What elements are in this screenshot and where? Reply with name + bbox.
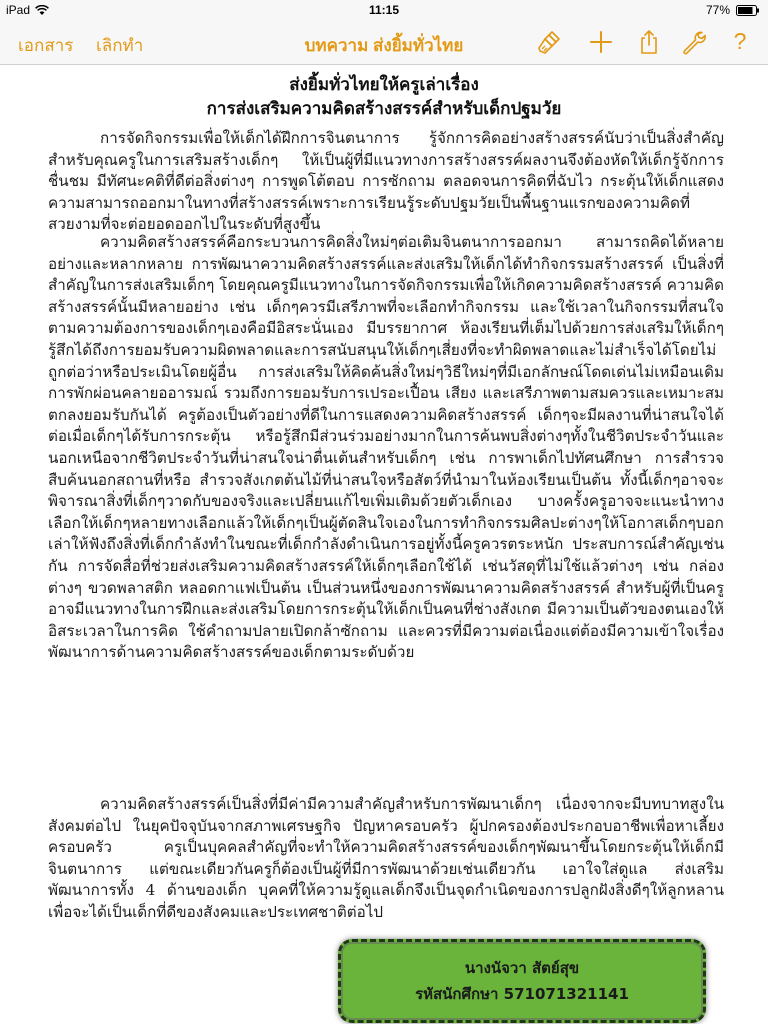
wrench-icon[interactable] <box>681 29 707 55</box>
status-bar <box>0 0 768 20</box>
document-name[interactable]: บทความ ส่งยิ้มทั่วไทย <box>304 36 464 55</box>
undo-button[interactable]: เลิกทำ <box>96 36 144 55</box>
paragraph-3: ความคิดสร้างสรรค์เป็นสิ่งที่มีค่ามีความสำคัญสำหรับการพัฒนาเด็กๆ เนื่องจากจะมีบทบาทสูงในสังคมต่อไป ในยุคปัจจุบันจากสภาพเศรษฐกิจ ปัญหาครอบครัว ผู้ปกครองต้องประกอบอาชีพเพื่อหาเลี้ยงครอบครัว ครูเป็นบุคคลสำคัญที่จะทำให้ความคิดสร้างสรรค์ของเด็กๆพัฒนาขึ้นโดยกระตุ้นให้เด็กมีจินตนาการ แต่ขณะเดียวกันครูก็ต้องเป็นผู้ที่มีการพัฒนาด้วยเช่นเดียวกัน เอาใจใส่ดูแล ส่งเสริมพัฒนาการทั้ง 4 ด้านของเด็ก บุคคที่ให้ความรู้ดูแลเด็กจึงเป็นจุดกำเนิดของการปลูกฝังสิ่งดีๆให้ลูกหลาน เพื่อจะได้เป็นเด็กที่ดีของสังคมและประเทศชาติต่อไป <box>48 795 724 921</box>
share-icon[interactable] <box>636 29 662 55</box>
article-title: ส่งยิ้มทั่วไทยให้ครูเล่าเรื่อง <box>289 75 479 95</box>
status-right <box>706 3 760 17</box>
article-subtitle: การส่งเสริมความคิดสร้างสรรค์สำหรับเด็กปฐมวัย <box>206 99 562 119</box>
author-name-card <box>338 939 706 1023</box>
paragraph-2: ความคิดสร้างสรรค์คือกระบวนการคิดสิ่งใหม่ๆต่อเติมจินตนาการออกมา สามารถคิดได้หลายอย่างและหลากหลาย การพัฒนาความคิดสร้างสรรค์และส่งเสริมให้เด็กได้ทำกิจกรรมสร้างสรรค์ เป็นสิ่งที่สำคัญในการส่งเสริมเด็กๆ โดยคุณครูมีแนวทางในการจัดกิจกรรมเพื่อให้เกิดความคิดสร้างสรรค์ ความคิดสร้างสรรค์นั้นมีหลายอย่าง เช่น เด็กๆควรมีเสรีภาพที่จะเลือกทำกิจกรรม และใช้เวลาในกิจกรรมที่สนใจตามความต้องการของเด็กๆเองคือมีอิสระนั่นเอง มีบรรยากาศ ห้องเรียนที่เต็มไปด้วยการส่งเสริมให้เด็กๆรู้สึกได้ถึงการยอมรับความผิดพลาดและการสนับสนุนให้เด็กๆเสี่ยงที่จะทำผิดพลาดและไม่สำเร็จได้โดยไม่ถูกต่อว่าหรือประเมินโดยผู้อื่น การส่งเสริมให้คิดค้นสิ่งใหม่ๆวิธีใหม่ๆที่มีเอกลักษณ์โดดเด่นไม่เหมือนเดิม การพักผ่อนคลายออารมณ์ รวมถึงการยอมรับการเปรอะเปื้อน เสียง และเสรีภาพตามสมควรและเหมาะสมตกลงยอมรับกันได้ ครูต้องเป็นตัวอย่างที่ดีในการแสดงความคิดสร้างสรรค์ เด็กๆจะมีผลงานที่น่าสนใจได้ต่อเมื่อเด็กๆได้รับการกระตุ้น หรือรู้สึกมีส่วนร่วมอย่างมากในการค้นพบสิ่งต่างๆทั้งในชีวิตประจำวันและนอกเหนือจากชีวิตประจำวันที่น่าสนใจน่าตื่นเต้นสำหรับเด็กๆ เช่น การพาเด็กไปทัศนศึกษา การสำรวจสืบค้นนอกสถานที่หรือ สำรวจสังเกตต้นไม้ที่น่าสนใจหรือสัตว์ที่นำมาในห้องเรียนเป็นต้น ทั้งนี้เด็กๆอาจจะพิจารณาสิ่งที่เด็กๆวาดกับของจริงและเปลี่ยนแก้ไขเพิ่มเติมด้วยตัวเด็กเอง บางครั้งครูอาจจะแนะนำทางเลือกให้เด็กๆหลายทางเลือกแล้วให้เด็กๆเป็นผู้ตัดสินใจเองในการทำกิจกรรมศิลปะต่างๆให้โอกาสเด็กๆบอกเล่าให้ฟังถึงสิ่งที่เด็กกำลังทำในขณะที่เด็กกำลังดำเนินการอยู่ทั้งนี้ครูควรตระหนัก ประสบการณ์สำคัญเช่นกัน การจัดสื่อที่ช่วยส่งเสริมความคิดสร้างสรรค์ให้เด็กๆเลือกใช้ได้ เช่นวัสดุที่ไม่ใช้แล้วต่างๆ เช่น กล่องต่างๆ ขวดพลาสติก หลอดกาแฟเป็นต้น เป็นส่วนหนึ่งของการพัฒนาความคิดสร้างสรรค์ สำหรับผู้ที่เป็นครูอาจมีแนวทางในการฝึกและส่งเสริมโดยการกระตุ้นให้เด็กเป็นคนที่ช่างสังเกต มีความเป็นตัวของตนเองให้อิสระเวลาในการคิด ใช้คำถามปลายเปิดกล้าซักถาม และควรที่มีความต่อเนื่องแต่ต้องมีความเข้าใจเรื่องพัฒนาการด้านความคิดสร้างสรรค์ของเด็กตามระดับด้วย <box>48 233 724 662</box>
author-name: นางนัจวา สัตย์สุข <box>464 959 580 977</box>
battery-percent: 77% <box>705 3 730 17</box>
battery-icon <box>736 5 760 16</box>
toolbar <box>0 20 768 65</box>
device-label: iPad <box>6 3 31 17</box>
document-page[interactable] <box>0 65 768 1024</box>
paragraph-1: การจัดกิจกรรมเพื่อให้เด็กได้ฝึกการจินตนาการ รู้จักการคิดอย่างสร้างสรรค์นับว่าเป็นสิ่งสำคัญสำหรับคุณครูในการเสริมสร้างเด็กๆ ให้เป็นผู้ที่มีแนวทางการสร้างสรรค์ผลงานจึงต้องหัดให้เด็กรู้จักการชื่นชม มีทัศนะคติที่ดีต่อสิ่งต่างๆ การพูดโต้ตอบ การซักถาม ตลอดจนการคิดที่ฉับไว กระตุ้นให้เด็กแสดงความสามารถออกมาในทางที่สร้างสรรค์เพราะการเรียนรู้ระดับปฐมวัยเป็นพื้นฐานแรกของความคิดที่สวยงามที่จะต่อยอดออกไปในระดับที่สูงขึ้น <box>48 129 724 234</box>
format-brush-icon[interactable] <box>537 29 563 55</box>
plus-icon[interactable] <box>588 29 614 55</box>
student-id: รหัสนักศึกษา 571071321141 <box>415 985 629 1003</box>
clock: 11:15 <box>368 3 400 17</box>
documents-button[interactable]: เอกสาร <box>18 36 74 55</box>
help-icon[interactable]: ? <box>733 28 747 54</box>
